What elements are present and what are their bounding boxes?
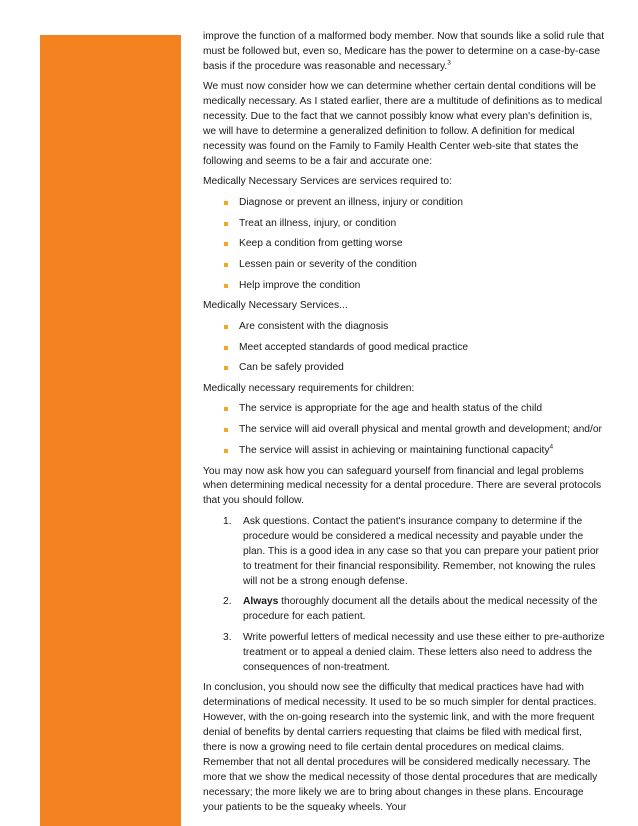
footnote-ref: 4	[549, 443, 554, 451]
list-item: Are consistent with the diagnosis	[203, 320, 605, 335]
list-item: 3. Write powerful letters of medical necessity and use these either to pre-authorize treatment or to appeal a denied claim. These letters also need to address the consequences of non-treatment.	[223, 631, 605, 673]
numbered-list	[203, 515, 605, 676]
bullet-icon	[224, 407, 228, 411]
paragraph-safeguard: You may now ask how you can safeguard yourself from financial and legal problems when determining medical necessity for a dental procedure. There are several protocols that you should follow.	[203, 465, 602, 507]
item-number: 1.	[223, 515, 232, 527]
bullet-icon	[224, 263, 228, 267]
paragraph-conclusion: In conclusion, you should now see the difficulty that medical practices have had with determinations of medical necessity. It used to be so much simpler for dental practices. However, with the on-going research into the systemic link, and with the more frequent denial of benefits by dental carriers requesting that claims be filed with medical first, there is now a growing need to file certain dental procedures on medical claims. Remember that not all dental procedures will be considered medically necessary. The more that we show the medical necessity of those dental procedures that are medically necessary; the more likely we are to bring about changes in these plans. Encourage your patients to be the squeaky wheels. Your	[203, 682, 598, 813]
footnote-ref: 3	[447, 59, 451, 67]
document-body	[203, 30, 605, 821]
list-item: Keep a condition from getting worse	[203, 237, 605, 252]
bullet-icon	[224, 428, 228, 432]
list-item: 2. Always thoroughly document all the details about the medical necessity of the procedure for each patient.	[223, 596, 598, 623]
list-heading: Medically necessary requirements for children:	[203, 382, 415, 394]
list-item: Can be safely provided	[203, 361, 605, 376]
list-item: The service is appropriate for the age and health status of the child	[203, 402, 605, 417]
item-number: 2.	[223, 596, 232, 608]
list-item: Help improve the condition	[203, 279, 605, 294]
list-item: Diagnose or prevent an illness, injury or condition	[203, 196, 605, 211]
list-item: Treat an illness, injury, or condition	[203, 217, 605, 232]
list-item: Meet accepted standards of good medical practice	[203, 341, 605, 356]
bullet-list	[203, 402, 605, 458]
bullet-icon	[224, 201, 228, 205]
paragraph-intro: improve the function of a malformed body member. Now that sounds like a solid rule that must be followed but, even so, Medicare has the power to determine on a case-by-case basis if the procedure was reasonable and necessary.$^3$	[203, 31, 605, 72]
list-heading: Medically Necessary Services...	[203, 300, 348, 312]
bullet-list	[203, 196, 605, 294]
list-item: 1. Ask questions. Contact the patient's insurance company to determine if the procedure would be considered a medical necessity and payable under the plan. This is a good idea in any case so that you can prepare your patient prior to treatment for their financial responsibility. Remember, not knowing the rules will not be a strong enough defense.	[223, 515, 599, 587]
emphasis-text: Always	[243, 596, 279, 608]
paragraph-definition: We must now consider how we can determine whether certain dental conditions will be medically necessary. As I stated earlier, there are a multitude of definitions as to medical necessity. Due to the fact that we cannot possibly know what every plan's definition is, we will have to determine a generalized definition to follow. A definition for medical necessity was found on the Family to Family Health Center web-site that states the following and seems to be a fair and accurate one:	[203, 81, 603, 167]
bullet-icon	[224, 449, 228, 453]
list-heading: Medically Necessary Services are services required to:	[203, 176, 452, 188]
list-item: The service will assist in achieving or maintaining functional capacity$^4$	[203, 444, 605, 459]
bullet-icon	[224, 242, 228, 246]
bullet-icon	[224, 325, 228, 329]
bullet-icon	[224, 284, 228, 288]
bullet-icon	[224, 366, 228, 370]
bullet-list	[203, 320, 605, 376]
orange-sidebar-bar	[40, 35, 181, 826]
bullet-icon	[224, 346, 228, 350]
bullet-icon	[224, 222, 228, 226]
list-item: The service will aid overall physical and mental growth and development; and/or	[203, 423, 605, 438]
item-number: 3.	[223, 631, 232, 643]
list-item: Lessen pain or severity of the condition	[203, 258, 605, 273]
